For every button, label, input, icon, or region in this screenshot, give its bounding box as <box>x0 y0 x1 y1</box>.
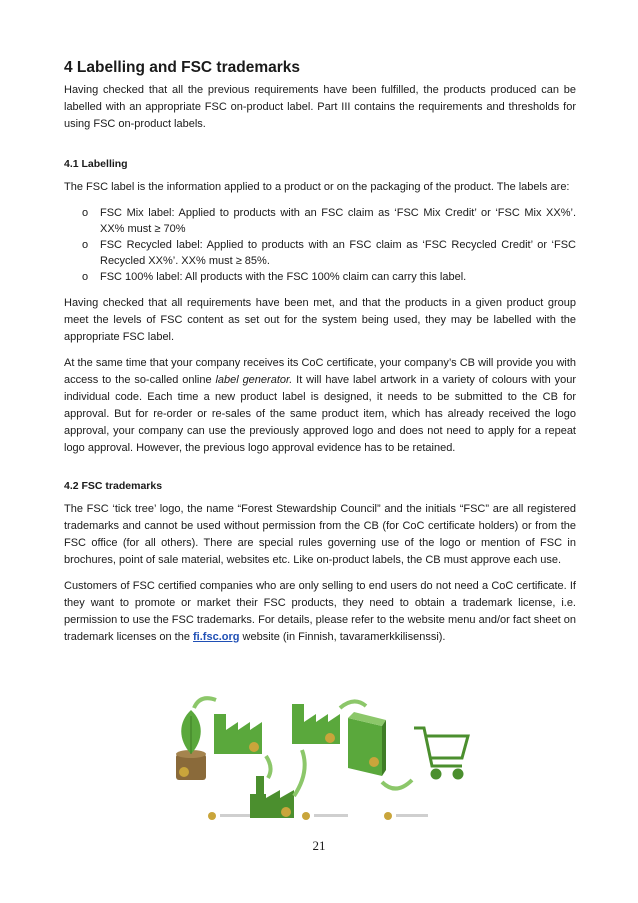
page-content <box>64 58 576 655</box>
paragraph-text: It will have label artwork in a variety of colours with your individual code. Each time a new product label is designed, it needs to be submitted to the CB for approval. But for re-order or re-sales of the same product item, which has already received the logo approval, your company can use the previously approved logo and does not need to apply for a repeat logo approval. However, the previous logo approval evidence has to be retained. <box>64 374 576 454</box>
label-generator-term: label generator. <box>215 374 293 386</box>
flow-arrow-icon <box>266 756 271 778</box>
flow-arrow-icon <box>340 701 366 708</box>
labelling-paragraph-1: The FSC label is the information applied to a product or on the packaging of the product. The labels are: <box>64 181 570 193</box>
supply-chain-illustration <box>170 692 470 830</box>
list-item <box>64 237 576 269</box>
list-item <box>64 269 576 285</box>
label-types-list <box>64 205 576 285</box>
paragraph-text: Customers of FSC certified companies who are only selling to end users do not need a CoC certificate. If they want to promote or market their FSC products, they need to obtain a trademark license, i.e. permission to use the FSC trademarks. For details, please refer to the website menu and/or fact sheet on trademark licenses on the <box>64 580 576 643</box>
certificate-icon <box>208 812 250 820</box>
printing-house-icon <box>292 704 340 744</box>
sawmill-icon <box>214 714 262 754</box>
section-4-2-heading: 4.2 FSC trademarks <box>64 480 163 492</box>
shopping-cart-icon <box>414 728 468 778</box>
flow-arrow-icon <box>194 698 216 708</box>
labelling-paragraph-2: Having checked that all requirements have been met, and that the products in a given product group meet the levels of FSC content as set out for the system being used, they may be labelled with the appropriate FSC label. <box>64 297 576 343</box>
paper-mill-icon <box>250 776 294 818</box>
certificate-icon <box>302 812 348 820</box>
labelling-paragraph-3 <box>64 355 576 457</box>
trademarks-paragraph-1: The FSC ‘tick tree’ logo, the name “Forest Stewardship Council” and the initials “FSC” are all registered trademarks and cannot be used without permission from the CB (for CoC certificate holders) or from the FSC office (for all others). There are special rules governing use of the logo or mention of FSC in brochures, point of sale material, websites etc. Like on-product labels, the CB must approve each use. <box>64 503 576 566</box>
list-item-text: FSC Recycled label: Applied to products with an FSC claim as ‘FSC Recycled Credit’ or ‘FSC Recycled XX%’. XX% must ≥ 85%. <box>100 239 576 267</box>
flow-arrow-icon <box>294 750 305 796</box>
tree-seedling-icon <box>176 710 206 780</box>
section-4-heading: 4 Labelling and FSC trademarks <box>64 59 301 76</box>
bullet-icon: o <box>82 207 89 219</box>
list-item-text: FSC Mix label: Applied to products with an FSC claim as ‘FSC Mix Credit’ or ‘FSC Mix XX%’. XX% must ≥ 70% <box>100 207 576 235</box>
section-4-intro: Having checked that all the previous requirements have been fulfilled, the products produced can be labelled with an appropriate FSC on-product label. Part III contains the requirements and thresholds for using FSC on-product labels. <box>64 84 576 130</box>
certificate-icon <box>384 812 428 820</box>
section-4-1-heading: 4.1 Labelling <box>64 158 128 170</box>
bullet-icon: o <box>82 239 89 251</box>
flow-arrow-icon <box>382 780 412 789</box>
trademarks-paragraph-2 <box>64 578 576 646</box>
list-item-text: FSC 100% label: All products with the FSC 100% claim can carry this label. <box>100 271 467 283</box>
paragraph-text: At the same time that your company receives its CoC certificate, your company’s CB will provide you with access to the so-called online <box>64 357 576 386</box>
page-number: 21 <box>312 838 326 853</box>
bullet-icon: o <box>82 271 89 283</box>
supply-chain-graphic <box>170 692 470 830</box>
list-item <box>64 205 576 237</box>
fsc-website-link[interactable]: fi.fsc.org <box>193 631 240 643</box>
book-icon <box>348 712 386 776</box>
paragraph-text: website (in Finnish, tavaramerkkilisenssi). <box>239 631 446 643</box>
